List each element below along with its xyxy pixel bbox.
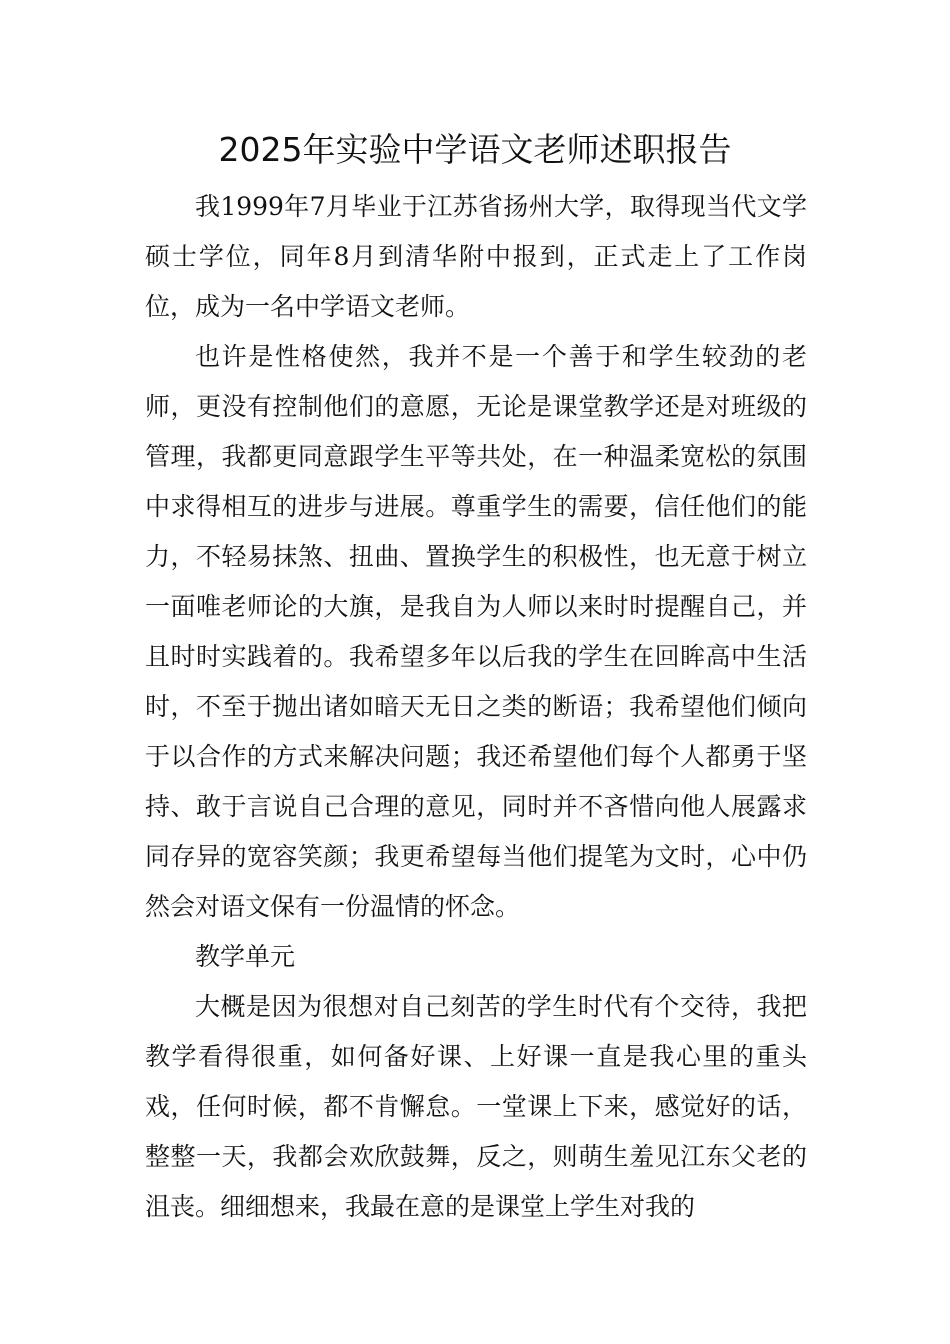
paragraph-teaching-effort: 大概是因为很想对自己刻苦的学生时代有个交待，我把教学看得很重，如何备好课、上好课一直是我心里的重头戏，任何时候，都不肯懈怠。一堂课上下来，感觉好的话，整整一天，我都会欢欣鼓舞，反之，则萌生羞见江东父老的沮丧。细细想来，我最在意的是课堂上学生对我的	[145, 992, 807, 1221]
document-body	[145, 182, 807, 1232]
document-title: 2025年实验中学语文老师述职报告	[218, 130, 732, 169]
section-heading-teaching-unit: 教学单元	[195, 942, 296, 971]
paragraph-teaching-philosophy: 也许是性格使然，我并不是一个善于和学生较劲的老师，更没有控制他们的意愿，无论是课堂教学还是对班级的管理，我都更同意跟学生平等共处，在一种温柔宽松的氛围中求得相互的进步与进展。尊重学生的需要，信任他们的能力，不轻易抹煞、扭曲、置换学生的积极性，也无意于树立一面唯老师论的大旗，是我自为人师以来时时提醒自己，并且时时实践着的。我希望多年以后我的学生在回眸高中生活时，不至于抛出诸如暗天无日之类的断语；我希望他们倾向于以合作的方式来解决问题；我还希望他们每个人都勇于坚持、敢于言说自己合理的意见，同时并不吝惜向他人展露求同存异的宽容笑颜；我更希望每当他们提笔为文时，心中仍然会对语文保有一份温情的怀念。	[145, 342, 807, 921]
paragraph-graduation: 我1999年7月毕业于江苏省扬州大学，取得现当代文学硕士学位，同年8月到清华附中报到，正式走上了工作岗位，成为一名中学语文老师。	[145, 192, 807, 321]
